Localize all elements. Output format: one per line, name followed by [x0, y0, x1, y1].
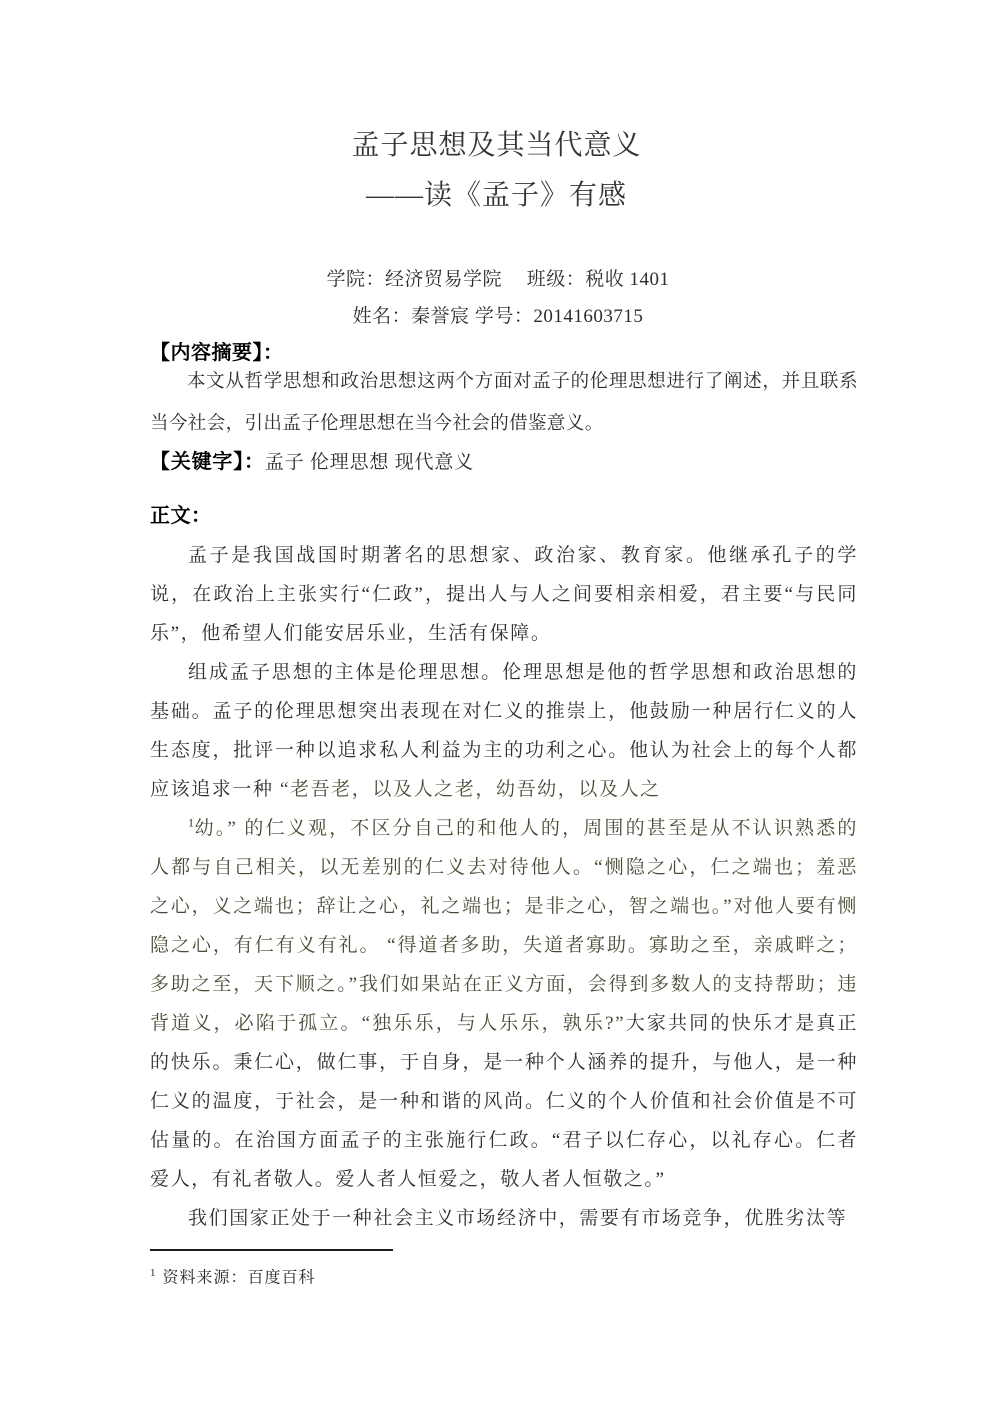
footnote-reference-marker: 1 [188, 815, 194, 830]
body-paragraph [150, 809, 858, 1199]
keywords-label: 【关键字】： [150, 451, 265, 473]
abstract-label: 【内容摘要】： [150, 342, 284, 364]
body-paragraphs [150, 536, 858, 1238]
doc-title: 孟子思想及其当代意义 [351, 130, 642, 161]
meta-name-id: 姓名：秦誉宸 学号：20141603715 [352, 306, 644, 327]
body-block [150, 497, 858, 1238]
body-paragraph [150, 1199, 858, 1238]
keywords-line [150, 448, 858, 477]
body-label-line [150, 497, 858, 536]
quoted-text: 幼。” 的仁义观，不区分自己的和他人的，周围的甚至是从不认识熟悉的人都与自己相关，以无差别的仁义去对待他人。“恻隐之心，仁之端也；羞恶之心，义之端也；辞让之心，礼之端也；是非之心，智之端也。”对他人要有恻隐之心，有仁有义有礼。 “得道者多助，失道者寡助。寡助之至，亲戚畔之；多助之至，天下顺之。”我们如果站在正义方面，会得到多数人的支持帮助；违背道义，必陷于孤立。“独乐乐，与人乐乐，孰乐?” [150, 818, 858, 1034]
quoted-text: “老吾老，以及人之老，幼吾幼，以及人之 [279, 779, 661, 800]
body-paragraph [150, 536, 858, 653]
meta-college-class: 学院：经济贸易学院 班级：税收 1401 [326, 269, 670, 290]
body-text: 我们国家正处于一种社会主义市场经济中，需要有市场竞争，优胜劣汰等 [188, 1208, 848, 1229]
body-text: 孟子是我国战国时期著名的思想家、政治家、教育家。他继承孔子的学说，在政治上主张实行“仁政”，提出人与人之间要相亲相爱，君主要“与民同乐”，他希望人们能安居乐业，生活有保障。 [150, 545, 858, 644]
footnote-marker: 1 [150, 1267, 156, 1279]
keywords-text: 孟子 伦理思想 现代意义 [264, 452, 474, 473]
footnote-text: 资料来源：百度百科 [162, 1269, 316, 1287]
body-label: 正文： [150, 505, 212, 527]
body-paragraph [150, 653, 858, 809]
footnote [150, 1261, 750, 1290]
footnote-divider [150, 1249, 393, 1251]
doc-subtitle: ——读《孟子》有感 [365, 180, 627, 211]
body-text: 大家共同的快乐才是真正的快乐。秉仁心，做仁事，于自身，是一种个人涵养的提升，与他人，是一种仁义的温度，于社会，是一种和谐的风尚。仁义的个人价值和社会价值是不可估量的。在治国方面孟子的主张施行仁政。“君子以仁存心，以礼存心。仁者爱人，有礼者敬人。爱人者人恒爱之，敬人者人恒敬之。” [150, 1013, 859, 1190]
abstract-text: 本文从哲学思想和政治思想这两个方面对孟子的伦理思想进行了阐述，并且联系当今社会，引出孟子伦理思想在当今社会的借鉴意义。 [150, 372, 858, 434]
body-text: 组成孟子思想的主体是伦理思想。伦理思想是他的哲学思想和政治思想的基础。孟子的伦理思想突出表现在对仁义的推崇上，他鼓励一种居行仁义的人生态度，批评一种以追求私人利益为主的功利之心。他认为社会上的每个人都应该追求一种 [150, 662, 858, 800]
